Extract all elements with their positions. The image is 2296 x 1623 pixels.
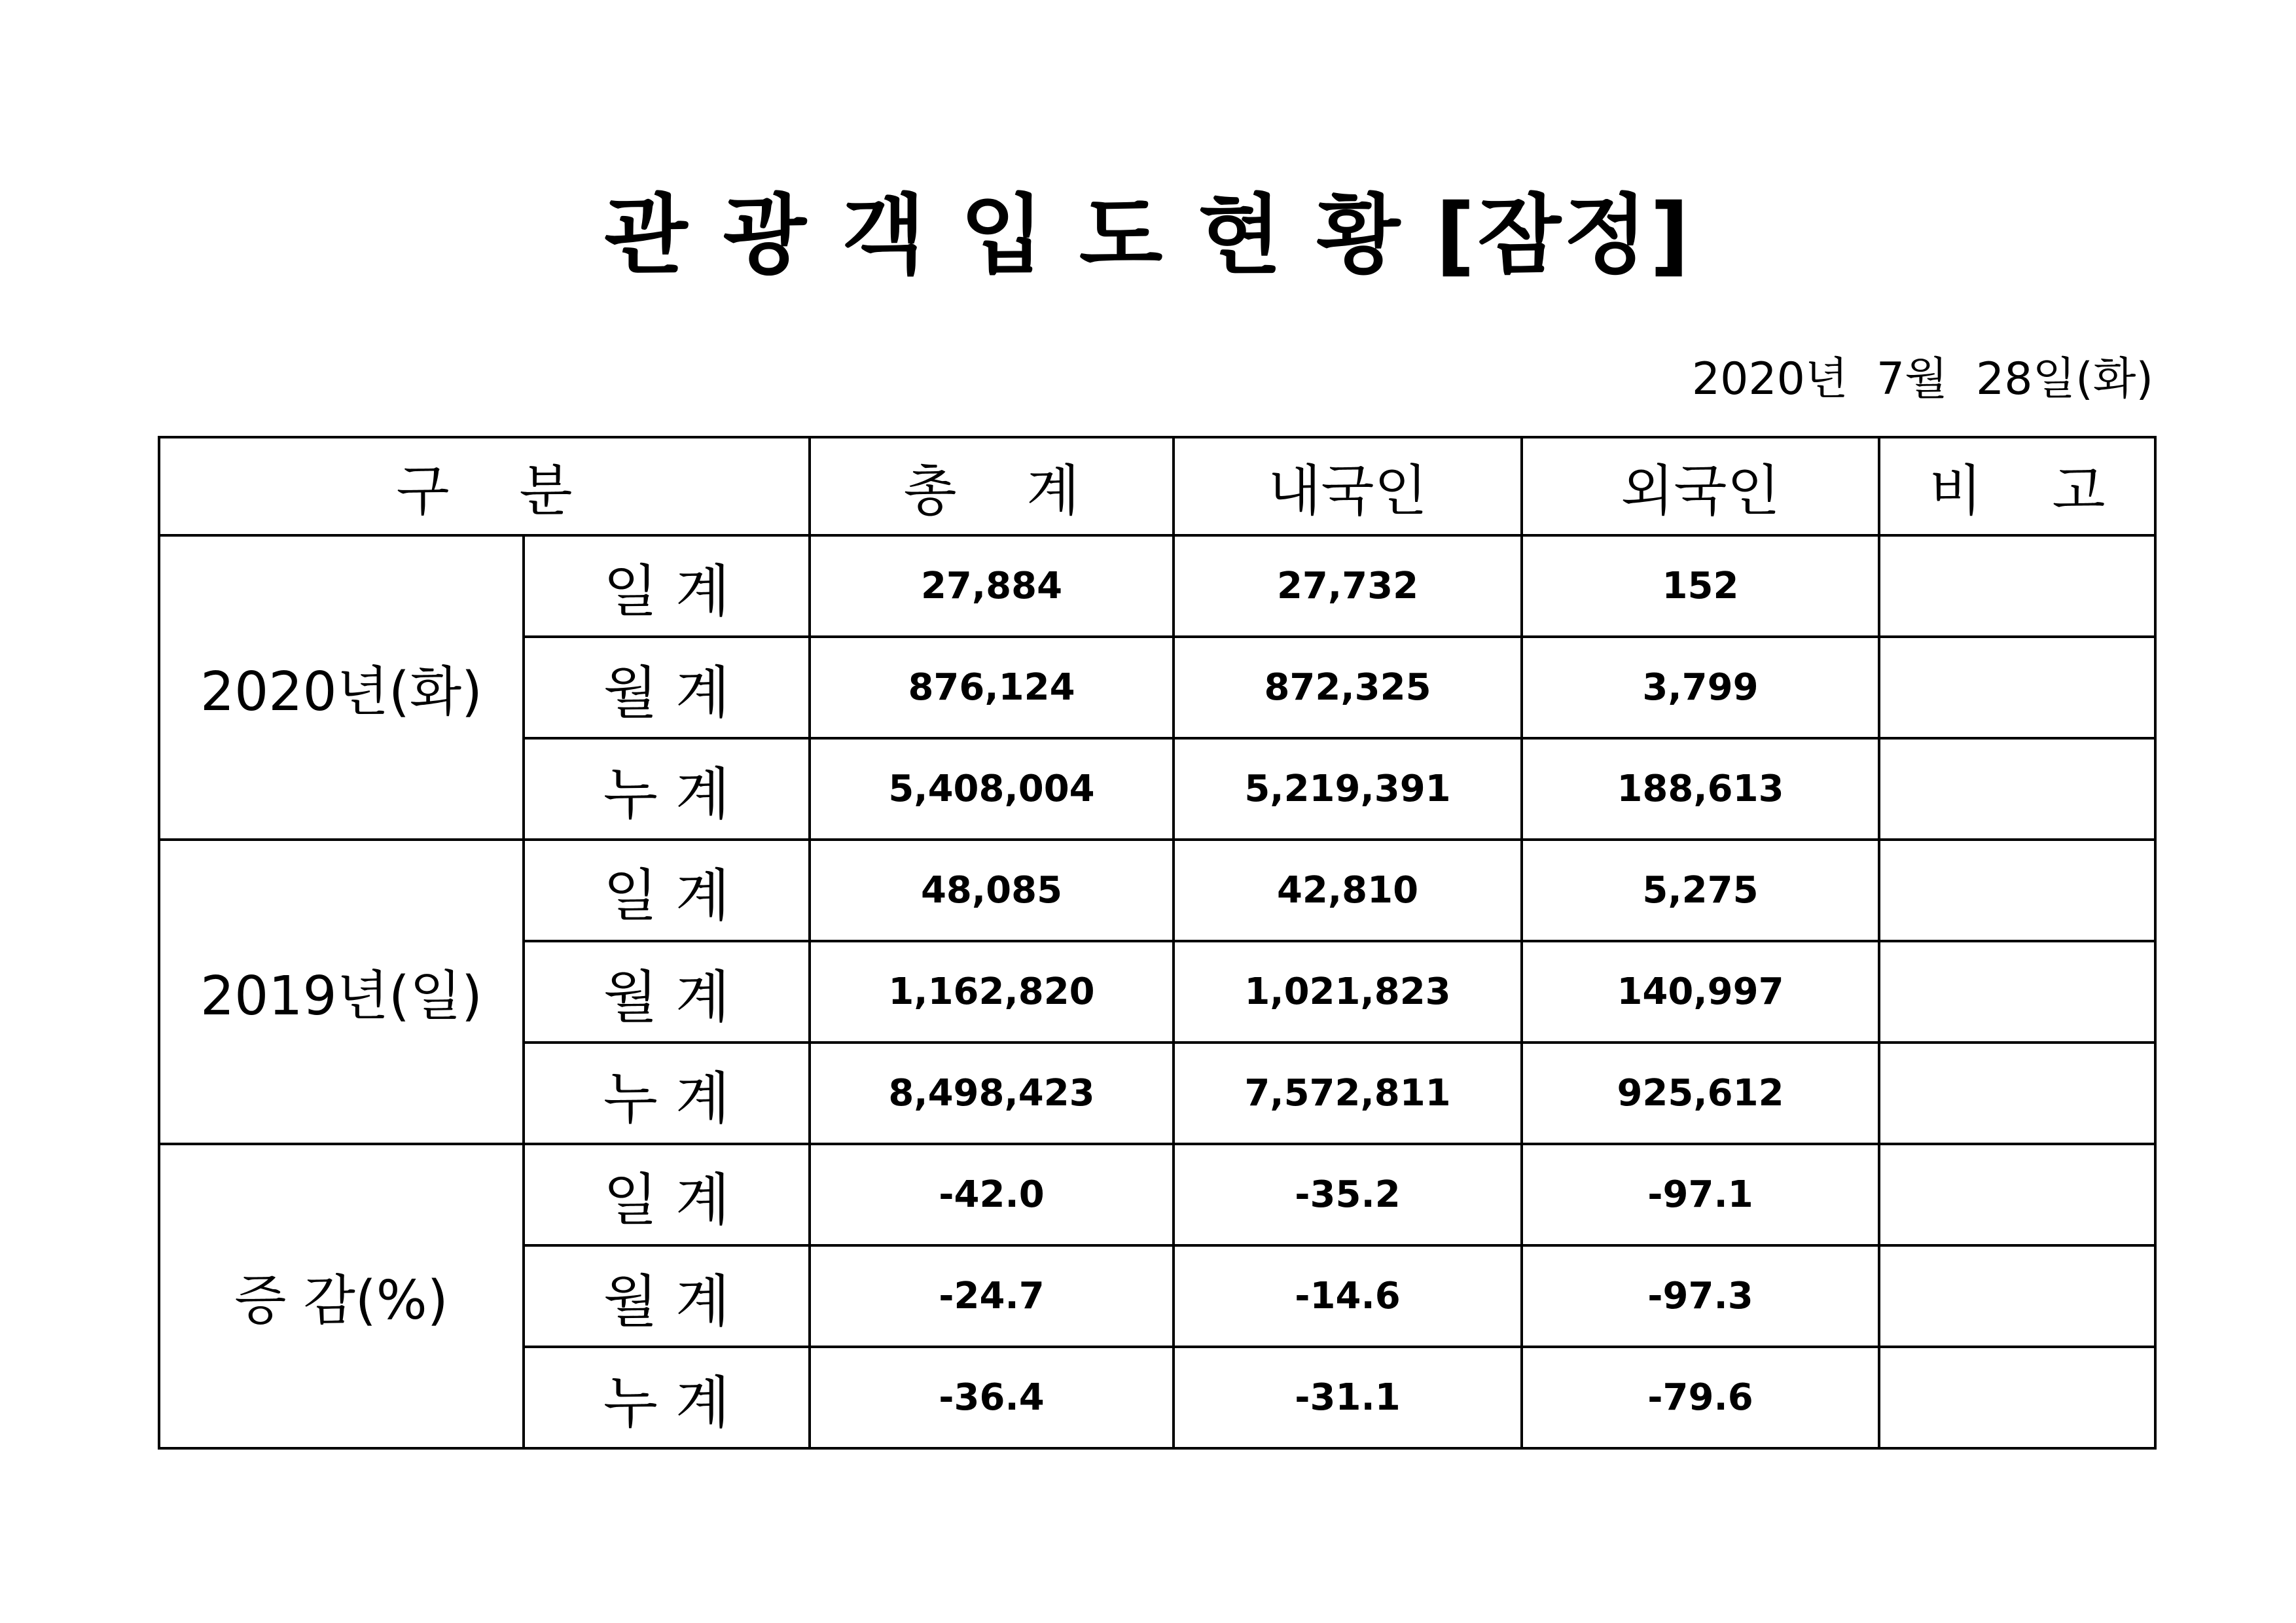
cell-note — [1879, 1144, 2155, 1245]
cell-domestic: -14.6 — [1174, 1245, 1522, 1347]
table-row — [159, 535, 2155, 637]
cell-domestic: -35.2 — [1174, 1144, 1522, 1245]
header-foreign: 외국인 — [1522, 437, 1879, 535]
cell-note — [1879, 637, 2155, 738]
cell-total: -24.7 — [810, 1245, 1174, 1347]
row-type: 누 계 — [524, 738, 810, 840]
header-row — [159, 437, 2155, 535]
cell-domestic: 5,219,391 — [1174, 738, 1522, 840]
cell-domestic: 42,810 — [1174, 840, 1522, 941]
cell-foreign: 3,799 — [1522, 637, 1879, 738]
cell-foreign: 140,997 — [1522, 941, 1879, 1043]
row-type: 누 계 — [524, 1043, 810, 1144]
cell-domestic: 1,021,823 — [1174, 941, 1522, 1043]
cell-note — [1879, 840, 2155, 941]
cell-total: 1,162,820 — [810, 941, 1174, 1043]
cell-foreign: 5,275 — [1522, 840, 1879, 941]
cell-foreign: -97.1 — [1522, 1144, 1879, 1245]
cell-domestic: 27,732 — [1174, 535, 1522, 637]
cell-note — [1879, 941, 2155, 1043]
row-type: 월 계 — [524, 637, 810, 738]
cell-total: 27,884 — [810, 535, 1174, 637]
group-label-2020: 2020년(화) — [159, 535, 524, 840]
cell-domestic: 7,572,811 — [1174, 1043, 1522, 1144]
cell-foreign: 188,613 — [1522, 738, 1879, 840]
table-row — [159, 1144, 2155, 1245]
table-row — [159, 840, 2155, 941]
row-type: 누 계 — [524, 1347, 810, 1448]
cell-note — [1879, 1043, 2155, 1144]
cell-total: 876,124 — [810, 637, 1174, 738]
cell-note — [1879, 535, 2155, 637]
cell-note — [1879, 1245, 2155, 1347]
cell-foreign: -97.3 — [1522, 1245, 1879, 1347]
row-type: 일 계 — [524, 840, 810, 941]
cell-total: -36.4 — [810, 1347, 1174, 1448]
row-type: 월 계 — [524, 941, 810, 1043]
header-total: 총 계 — [810, 437, 1174, 535]
header-domestic: 내국인 — [1174, 437, 1522, 535]
cell-foreign: 152 — [1522, 535, 1879, 637]
document-title: 관 광 객 입 도 현 황 [잠정] — [604, 185, 1692, 286]
cell-foreign: -79.6 — [1522, 1347, 1879, 1448]
cell-total: 5,408,004 — [810, 738, 1174, 840]
visitor-arrivals-table — [158, 436, 2157, 1450]
report-date: 2020년 7월 28일(화) — [1691, 353, 2153, 405]
cell-foreign: 925,612 — [1522, 1043, 1879, 1144]
cell-domestic: -31.1 — [1174, 1347, 1522, 1448]
header-category: 구 분 — [159, 437, 810, 535]
cell-total: 48,085 — [810, 840, 1174, 941]
cell-total: 8,498,423 — [810, 1043, 1174, 1144]
row-type: 일 계 — [524, 1144, 810, 1245]
group-label-2019: 2019년(일) — [159, 840, 524, 1144]
cell-domestic: 872,325 — [1174, 637, 1522, 738]
cell-note — [1879, 738, 2155, 840]
cell-note — [1879, 1347, 2155, 1448]
group-label-change: 증 감(%) — [159, 1144, 524, 1448]
header-note: 비 고 — [1879, 437, 2155, 535]
cell-total: -42.0 — [810, 1144, 1174, 1245]
row-type: 월 계 — [524, 1245, 810, 1347]
row-type: 일 계 — [524, 535, 810, 637]
